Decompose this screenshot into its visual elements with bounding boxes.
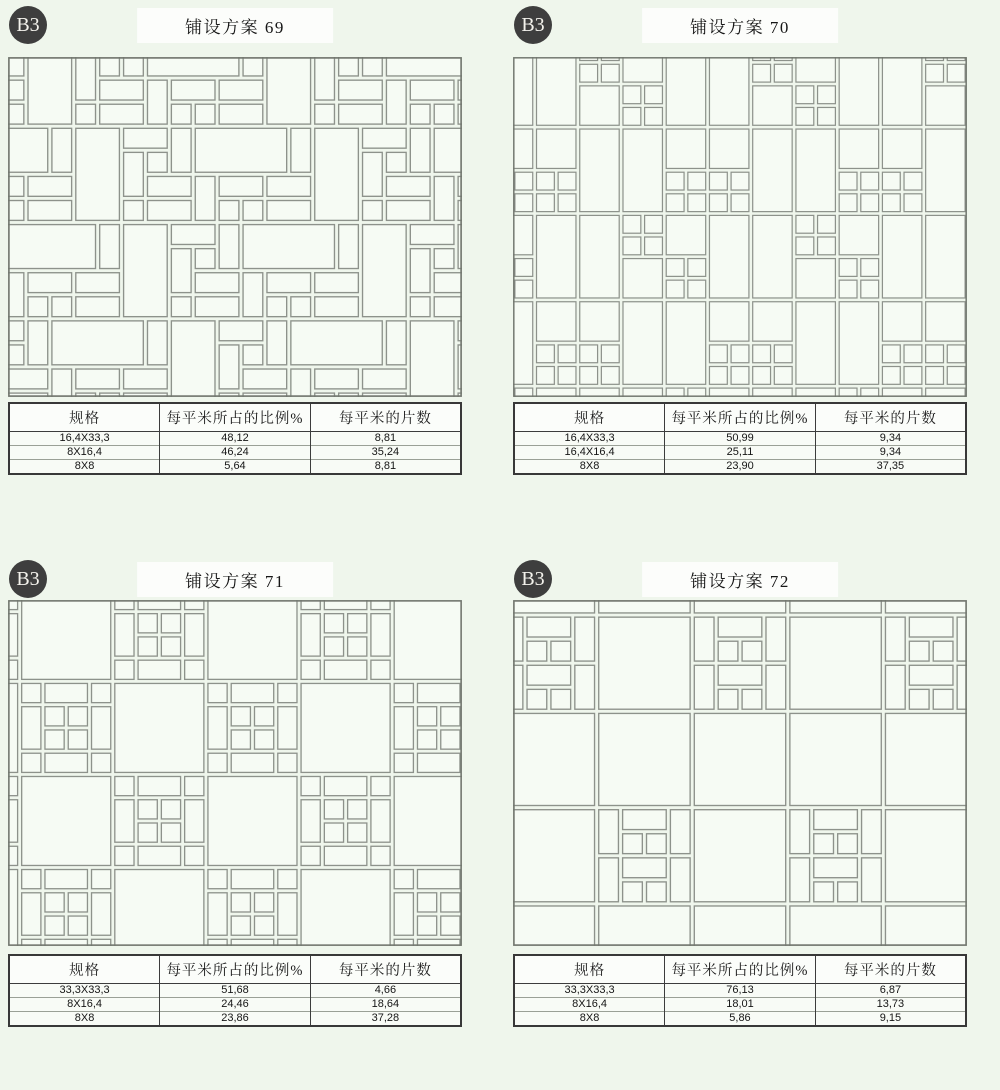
ratio-cell: 24,46 <box>160 998 311 1012</box>
col-header-ratio: 每平米所占的比例% <box>665 955 816 984</box>
title-band <box>642 562 838 597</box>
table-row <box>514 432 966 446</box>
spec-cell: 8X8 <box>9 1012 160 1027</box>
spec-cell: 8X16,4 <box>9 446 160 460</box>
table-row <box>9 446 461 460</box>
pieces-cell: 8,81 <box>310 460 461 475</box>
spec-cell: 33,3X33,3 <box>514 984 665 998</box>
pieces-cell: 9,34 <box>815 432 966 446</box>
spec-cell: 16,4X16,4 <box>514 446 665 460</box>
ratio-cell: 25,11 <box>665 446 816 460</box>
plan-panel-71 <box>8 548 462 1089</box>
ratio-cell: 46,24 <box>160 446 311 460</box>
plan-panel-69 <box>8 3 462 544</box>
b3-badge: B3 <box>514 560 552 598</box>
table-row <box>9 432 461 446</box>
col-header-pieces: 每平米的片数 <box>310 955 461 984</box>
spec-cell: 8X8 <box>514 460 665 475</box>
table-row <box>9 1012 461 1027</box>
table-header-row <box>514 403 966 432</box>
ratio-cell: 76,13 <box>665 984 816 998</box>
pieces-cell: 35,24 <box>310 446 461 460</box>
spec-table <box>8 954 462 1027</box>
table-row <box>514 446 966 460</box>
ratio-cell: 5,64 <box>160 460 311 475</box>
col-header-pieces: 每平米的片数 <box>815 403 966 432</box>
spec-cell: 8X16,4 <box>514 998 665 1012</box>
ratio-cell: 18,01 <box>665 998 816 1012</box>
tile-pattern-diagram <box>513 600 967 946</box>
spec-table <box>513 954 967 1027</box>
col-header-ratio: 每平米所占的比例% <box>665 403 816 432</box>
tile-pattern-diagram <box>513 57 967 397</box>
pieces-cell: 9,15 <box>815 1012 966 1027</box>
table-row <box>514 460 966 475</box>
ratio-cell: 23,86 <box>160 1012 311 1027</box>
plan-panel-72 <box>513 548 967 1089</box>
ratio-cell: 5,86 <box>665 1012 816 1027</box>
ratio-cell: 48,12 <box>160 432 311 446</box>
col-header-pieces: 每平米的片数 <box>310 403 461 432</box>
col-header-ratio: 每平米所占的比例% <box>160 955 311 984</box>
col-header-spec: 规格 <box>514 955 665 984</box>
title-band <box>642 8 838 43</box>
col-header-spec: 规格 <box>9 403 160 432</box>
title-band <box>137 562 333 597</box>
b3-badge: B3 <box>9 6 47 44</box>
title-band <box>137 8 333 43</box>
plan-title: 铺设方案 70 <box>690 18 790 37</box>
tile-pattern-diagram <box>8 57 462 397</box>
b3-badge: B3 <box>9 560 47 598</box>
table-row <box>514 998 966 1012</box>
pieces-cell: 8,81 <box>310 432 461 446</box>
pieces-cell: 37,28 <box>310 1012 461 1027</box>
table-row <box>9 984 461 998</box>
ratio-cell: 50,99 <box>665 432 816 446</box>
plan-title: 铺设方案 72 <box>690 572 790 591</box>
pieces-cell: 4,66 <box>310 984 461 998</box>
table-header-row <box>9 403 461 432</box>
col-header-spec: 规格 <box>9 955 160 984</box>
col-header-pieces: 每平米的片数 <box>815 955 966 984</box>
table-header-row <box>514 955 966 984</box>
col-header-ratio: 每平米所占的比例% <box>160 403 311 432</box>
col-header-spec: 规格 <box>514 403 665 432</box>
plan-title: 铺设方案 71 <box>185 572 285 591</box>
tile-pattern-diagram <box>8 600 462 946</box>
spec-cell: 16,4X33,3 <box>9 432 160 446</box>
spec-cell: 8X8 <box>514 1012 665 1027</box>
spec-table <box>8 402 462 475</box>
table-row <box>514 984 966 998</box>
table-row <box>9 998 461 1012</box>
ratio-cell: 51,68 <box>160 984 311 998</box>
plan-panel-70 <box>513 3 967 544</box>
ratio-cell: 23,90 <box>665 460 816 475</box>
plan-title: 铺设方案 69 <box>185 18 285 37</box>
spec-cell: 8X8 <box>9 460 160 475</box>
spec-cell: 33,3X33,3 <box>9 984 160 998</box>
spec-cell: 16,4X33,3 <box>514 432 665 446</box>
spec-table <box>513 402 967 475</box>
pieces-cell: 18,64 <box>310 998 461 1012</box>
pieces-cell: 9,34 <box>815 446 966 460</box>
pieces-cell: 6,87 <box>815 984 966 998</box>
table-row <box>514 1012 966 1027</box>
spec-cell: 8X16,4 <box>9 998 160 1012</box>
table-header-row <box>9 955 461 984</box>
b3-badge: B3 <box>514 6 552 44</box>
pieces-cell: 13,73 <box>815 998 966 1012</box>
pieces-cell: 37,35 <box>815 460 966 475</box>
table-row <box>9 460 461 475</box>
